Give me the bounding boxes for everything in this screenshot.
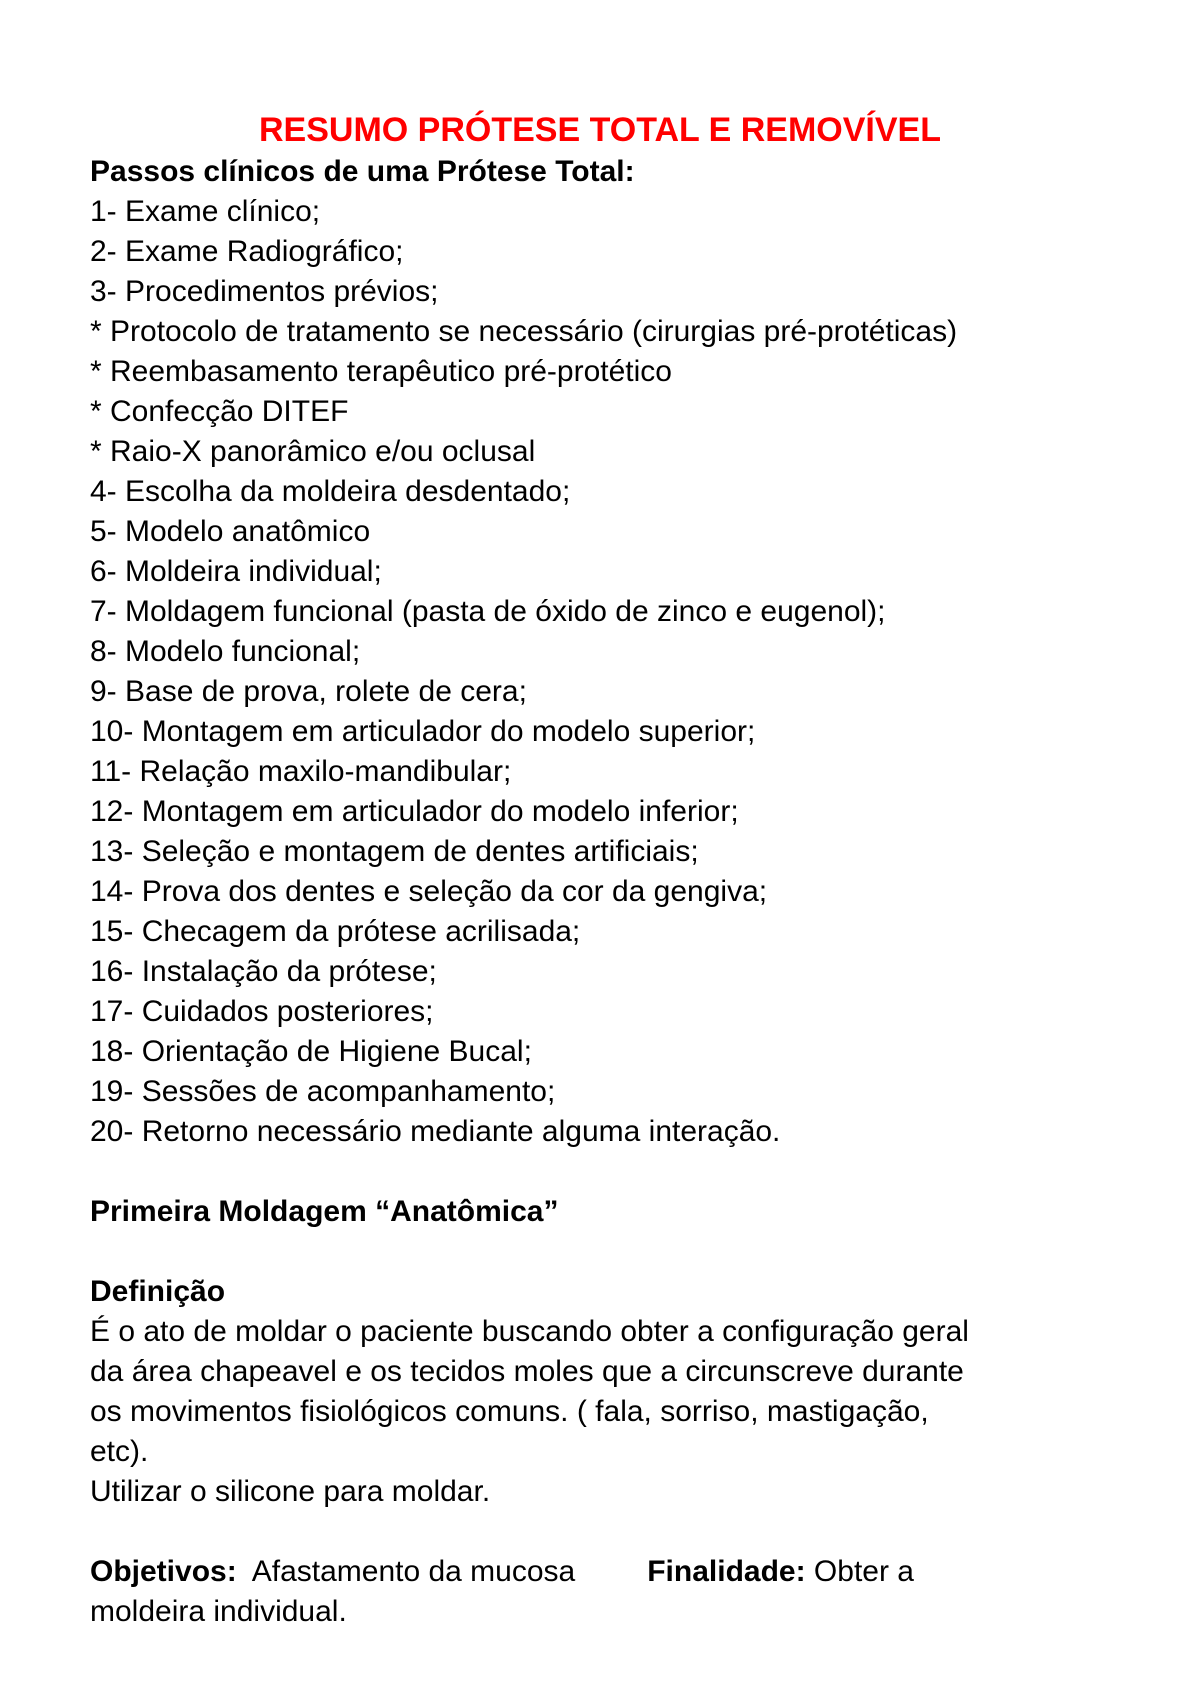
step-subitem: * Raio-X panorâmico e/ou oclusal	[90, 435, 536, 468]
steps-list	[90, 192, 1130, 1152]
step-item: 9- Base de prova, rolete de cera;	[90, 675, 527, 708]
document-page	[90, 108, 1130, 1632]
definition-text	[90, 1312, 1130, 1472]
finalidade-label: Finalidade:	[647, 1555, 806, 1588]
finalidade-text: Obter a	[805, 1555, 914, 1588]
step-item: 11- Relação maxilo-mandibular;	[90, 755, 512, 788]
step-subitem: * Reembasamento terapêutico pré-protético	[90, 355, 672, 388]
step-item: 17- Cuidados posteriores;	[90, 995, 434, 1028]
silicone-note: Utilizar o silicone para moldar.	[90, 1475, 491, 1508]
step-item: 4- Escolha da moldeira desdentado;	[90, 475, 571, 508]
step-item: 16- Instalação da prótese;	[90, 955, 437, 988]
section-heading: Primeira Moldagem “Anatômica”	[90, 1195, 559, 1228]
definition-line: etc).	[90, 1435, 149, 1468]
document-title: RESUMO PRÓTESE TOTAL E REMOVÍVEL	[259, 111, 941, 149]
step-item: 12- Montagem em articulador do modelo inferior;	[90, 795, 739, 828]
step-item: 2- Exame Radiográfico;	[90, 235, 404, 268]
step-subitem: * Confecção DITEF	[90, 395, 349, 428]
step-item: 7- Moldagem funcional (pasta de óxido de zinco e eugenol);	[90, 595, 886, 628]
objetivos-label: Objetivos:	[90, 1555, 237, 1588]
spacer	[90, 1512, 1130, 1552]
step-subitem: * Protocolo de tratamento se necessário (cirurgias pré-protéticas)	[90, 315, 958, 348]
step-item: 18- Orientação de Higiene Bucal;	[90, 1035, 532, 1068]
definition-line: É o ato de moldar o paciente buscando obter a configuração geral	[90, 1315, 969, 1348]
step-item: 6- Moldeira individual;	[90, 555, 382, 588]
step-item: 5- Modelo anatômico	[90, 515, 371, 548]
step-item: 19- Sessões de acompanhamento;	[90, 1075, 556, 1108]
finalidade-continuation: moldeira individual.	[90, 1595, 347, 1628]
definition-heading: Definição	[90, 1275, 226, 1308]
spacer	[90, 1232, 1130, 1272]
step-item: 20- Retorno necessário mediante alguma interação.	[90, 1115, 781, 1148]
spacer	[90, 1152, 1130, 1192]
objetivos-text: Afastamento da mucosa	[236, 1555, 576, 1588]
step-item: 1- Exame clínico;	[90, 195, 321, 228]
step-item: 8- Modelo funcional;	[90, 635, 361, 668]
step-item: 3- Procedimentos prévios;	[90, 275, 439, 308]
step-item: 13- Seleção e montagem de dentes artificiais;	[90, 835, 699, 868]
definition-line: da área chapeavel e os tecidos moles que a circunscreve durante	[90, 1355, 964, 1388]
steps-heading: Passos clínicos de uma Prótese Total:	[90, 155, 635, 188]
step-item: 14- Prova dos dentes e seleção da cor da gengiva;	[90, 875, 768, 908]
step-item: 15- Checagem da prótese acrilisada;	[90, 915, 581, 948]
definition-line: os movimentos fisiológicos comuns. ( fala, sorriso, mastigação,	[90, 1395, 929, 1428]
step-item: 10- Montagem em articulador do modelo superior;	[90, 715, 756, 748]
objetivos-row	[90, 1552, 1130, 1592]
